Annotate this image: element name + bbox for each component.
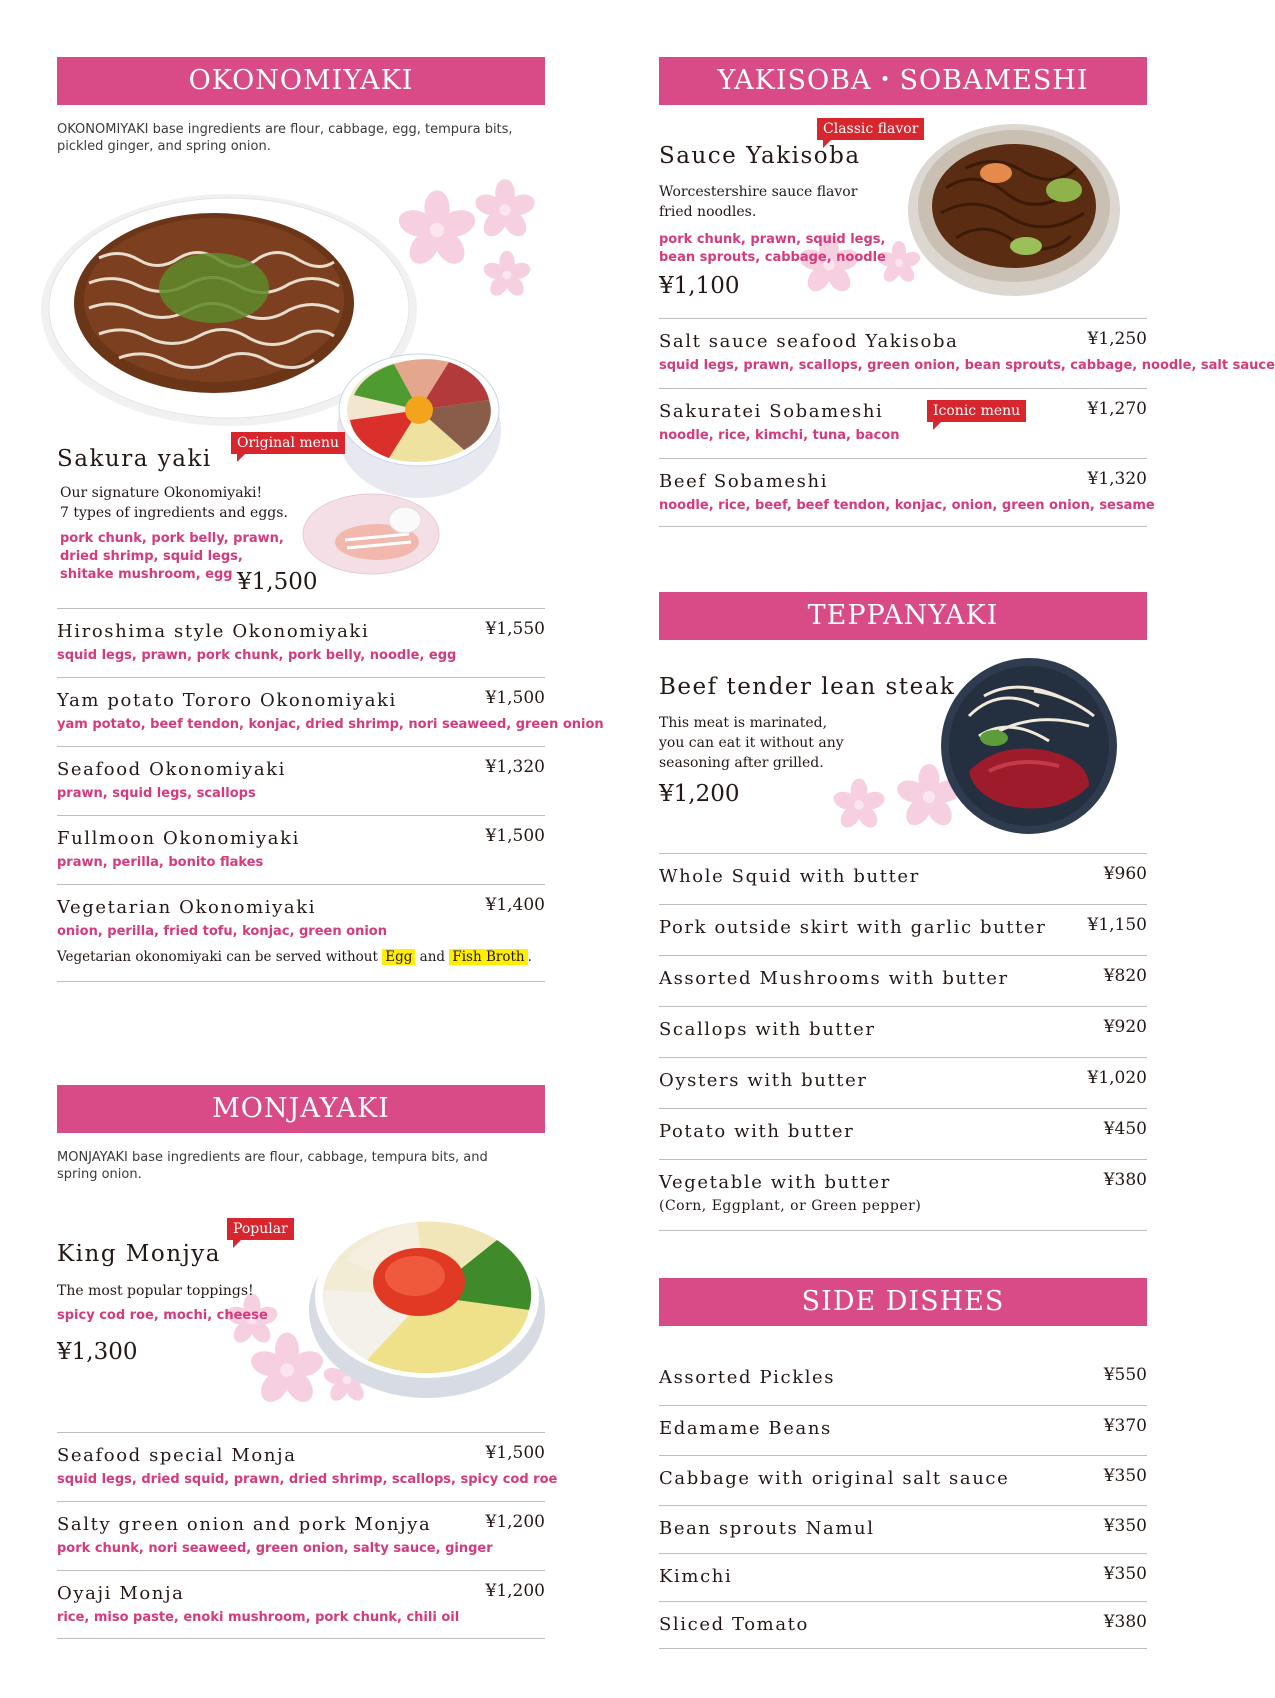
menu-row (57, 1570, 545, 1639)
item-ingredients: noodle, rice, kimchi, tuna, bacon (659, 428, 900, 443)
king-monjya-photo (307, 1200, 547, 1400)
item-price: ¥1,270 (1087, 399, 1147, 419)
item-name: Bean sprouts Namul (659, 1518, 875, 1539)
item-price: ¥1,200 (485, 1512, 545, 1532)
item-name: Hiroshima style Okonomiyaki (57, 621, 370, 642)
item-name: Cabbage with original salt sauce (659, 1468, 1010, 1489)
beef-steak-title: Beef tender lean steak (659, 674, 956, 700)
okonomiyaki-header: OKONOMIYAKI (57, 57, 545, 105)
item-name: Kimchi (659, 1566, 733, 1587)
item-price: ¥920 (1103, 1017, 1147, 1037)
popular-badge: Popular (227, 1218, 294, 1240)
menu-row (57, 815, 545, 884)
sakura-yaki-ingredients: pork chunk, pork belly, prawn, dried shrimp, squid legs, shitake mushroom, egg (60, 531, 284, 582)
menu-row (659, 1006, 1147, 1057)
item-price: ¥380 (1103, 1170, 1147, 1190)
item-name: Salty green onion and pork Monjya (57, 1514, 432, 1535)
item-price: ¥1,150 (1087, 915, 1147, 935)
menu-row (57, 608, 545, 677)
menu-row (659, 1405, 1147, 1455)
item-name: Salt sauce seafood Yakisoba (659, 331, 959, 352)
item-subtitle: (Corn, Eggplant, or Green pepper) (659, 1198, 922, 1214)
egg-highlight: Egg (382, 949, 415, 965)
sauce-yakisoba-desc: Worcestershire sauce flavor fried noodles. (659, 184, 858, 220)
sakura-yaki-desc: Our signature Okonomiyaki! 7 types of ingredients and eggs. (60, 485, 288, 521)
menu-row (659, 1159, 1147, 1231)
item-name: Oyaji Monja (57, 1583, 185, 1604)
item-price: ¥1,320 (485, 757, 545, 777)
item-name: Assorted Pickles (659, 1367, 836, 1388)
item-price: ¥350 (1103, 1516, 1147, 1536)
item-name: Seafood special Monja (57, 1445, 297, 1466)
menu-row (57, 746, 545, 815)
item-name: Vegetable with butter (659, 1172, 891, 1193)
item-price: ¥1,320 (1087, 469, 1147, 489)
sakura-yaki-price: ¥1,500 (237, 569, 318, 595)
monjayaki-header: MONJAYAKI (57, 1085, 545, 1133)
yakisoba-header: YAKISOBA・SOBAMESHI (659, 57, 1147, 105)
king-monjya-desc: The most popular toppings! (57, 1283, 254, 1299)
beef-steak-price: ¥1,200 (659, 781, 740, 807)
item-price: ¥450 (1103, 1119, 1147, 1139)
item-name: Seafood Okonomiyaki (57, 759, 287, 780)
fish-broth-highlight: Fish Broth (449, 949, 527, 965)
okonomiyaki-note: OKONOMIYAKI base ingredients are flour, cabbage, egg, tempura bits, pickled ginger, and spring onion. (57, 122, 513, 154)
original-menu-badge: Original menu (231, 432, 345, 454)
sakura-yaki-title: Sakura yaki (57, 446, 212, 472)
item-name: Fullmoon Okonomiyaki (57, 828, 300, 849)
item-price: ¥1,020 (1087, 1068, 1147, 1088)
item-name: Potato with butter (659, 1121, 855, 1142)
item-name: Assorted Mushrooms with butter (659, 968, 1009, 989)
iconic-menu-badge: Iconic menu (927, 400, 1026, 422)
menu-row (659, 853, 1147, 904)
item-ingredients: prawn, squid legs, scallops (57, 786, 256, 801)
item-price: ¥1,200 (485, 1581, 545, 1601)
sauce-yakisoba-price: ¥1,100 (659, 273, 740, 299)
sauce-yakisoba-title: Sauce Yakisoba (659, 143, 861, 169)
item-ingredients: yam potato, beef tendon, konjac, dried shrimp, nori seaweed, green onion (57, 717, 604, 732)
item-price: ¥1,550 (485, 619, 545, 639)
item-price: ¥350 (1103, 1466, 1147, 1486)
vegetarian-note: Vegetarian okonomiyaki can be served without Egg and Fish Broth . (57, 949, 532, 965)
item-name: Sakuratei Sobameshi (659, 401, 884, 422)
menu-row (659, 955, 1147, 1006)
menu-row (57, 884, 545, 982)
classic-flavor-badge: Classic flavor (817, 118, 924, 140)
item-ingredients: squid legs, dried squid, prawn, dried shrimp, scallops, spicy cod roe (57, 1472, 558, 1487)
item-price: ¥370 (1103, 1416, 1147, 1436)
menu-row (659, 1057, 1147, 1108)
item-name: Pork outside skirt with garlic butter (659, 917, 1047, 938)
side-dishes-header: SIDE DISHES (659, 1278, 1147, 1326)
item-ingredients: noodle, rice, beef, beef tendon, konjac, onion, green onion, sesame (659, 498, 1155, 513)
menu-row (659, 318, 1275, 388)
item-price: ¥820 (1103, 966, 1147, 986)
item-ingredients: rice, miso paste, enoki mushroom, pork chunk, chili oil (57, 1610, 460, 1625)
king-monjya-title: King Monjya (57, 1241, 221, 1267)
sauce-yakisoba-ingredients: pork chunk, prawn, squid legs, bean sprouts, cabbage, noodle (659, 232, 886, 265)
item-name: Beef Sobameshi (659, 471, 829, 492)
item-ingredients: prawn, perilla, bonito flakes (57, 855, 264, 870)
item-ingredients: squid legs, prawn, pork chunk, pork belly, noodle, egg (57, 648, 457, 663)
sakura-yaki-bowl-photo (334, 350, 504, 500)
item-ingredients: pork chunk, nori seaweed, green onion, salty sauce, ginger (57, 1541, 493, 1556)
menu-row (659, 458, 1155, 527)
item-price: ¥1,400 (485, 895, 545, 915)
beef-steak-desc: This meat is marinated, you can eat it without any seasoning after grilled. (659, 715, 844, 771)
sakura-yaki-plate-photo (301, 490, 441, 575)
item-price: ¥1,250 (1087, 329, 1147, 349)
item-ingredients: squid legs, prawn, scallops, green onion, bean sprouts, cabbage, noodle, salt sauce (659, 358, 1275, 373)
item-name: Scallops with butter (659, 1019, 876, 1040)
item-name: Sliced Tomato (659, 1614, 809, 1635)
item-price: ¥350 (1103, 1564, 1147, 1584)
item-name: Yam potato Tororo Okonomiyaki (57, 690, 397, 711)
menu-row (659, 388, 1147, 458)
teppanyaki-header: TEPPANYAKI (659, 592, 1147, 640)
item-name: Vegetarian Okonomiyaki (57, 897, 317, 918)
menu-row (57, 1501, 545, 1570)
menu-row (659, 1601, 1147, 1649)
king-monjya-price: ¥1,300 (57, 1339, 138, 1365)
item-price: ¥960 (1103, 864, 1147, 884)
menu-row (57, 1432, 558, 1501)
item-name: Whole Squid with butter (659, 866, 920, 887)
menu-row (659, 1505, 1147, 1553)
menu-row (57, 677, 604, 746)
menu-row (659, 1455, 1147, 1505)
item-ingredients: onion, perilla, fried tofu, konjac, green onion (57, 924, 387, 939)
item-price: ¥1,500 (485, 688, 545, 708)
item-name: Oysters with butter (659, 1070, 868, 1091)
menu-row (659, 1355, 1147, 1405)
beef-steak-photo (939, 656, 1119, 836)
menu-row (659, 1553, 1147, 1601)
monjayaki-note: MONJAYAKI base ingredients are flour, cabbage, tempura bits, and spring onion. (57, 1150, 488, 1182)
menu-row (659, 904, 1147, 955)
item-price: ¥1,500 (485, 826, 545, 846)
menu-row (659, 1108, 1147, 1159)
item-price: ¥1,500 (485, 1443, 545, 1463)
item-price: ¥380 (1103, 1612, 1147, 1632)
item-price: ¥550 (1103, 1365, 1147, 1385)
king-monjya-ingredients: spicy cod roe, mochi, cheese (57, 1308, 268, 1323)
sauce-yakisoba-photo (906, 118, 1121, 298)
item-name: Edamame Beans (659, 1418, 832, 1439)
